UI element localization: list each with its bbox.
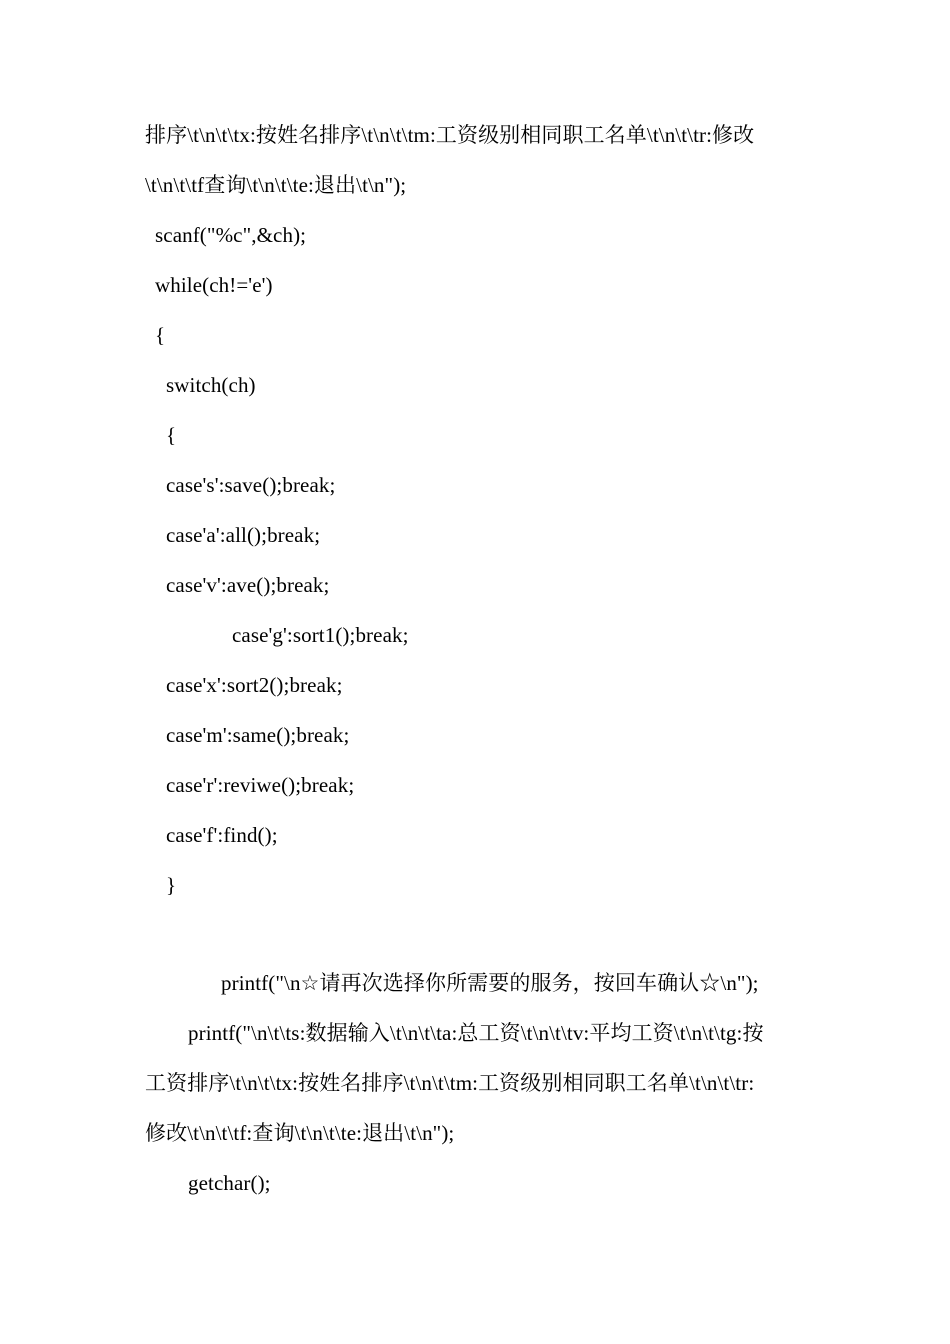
code-line-17: printf("\n☆请再次选择你所需要的服务，按回车确认☆\n"); [221, 971, 759, 995]
code-line-1: 排序\t\n\t\tx:按姓名排序\t\n\t\tm:工资级别相同职工名单\t\n\t\tr:修改 [145, 123, 755, 147]
code-line-16: } [166, 873, 177, 897]
code-line-20: 修改\t\n\t\tf:查询\t\n\t\te:退出\t\n"); [145, 1121, 455, 1145]
code-line-12: case'x':sort2();break; [166, 673, 343, 697]
code-line-7: { [166, 423, 177, 447]
code-line-21: getchar(); [188, 1171, 271, 1195]
code-line-13: case'm':same();break; [166, 723, 350, 747]
code-line-3: scanf("%c",&ch); [155, 223, 307, 247]
code-line-6: switch(ch) [166, 373, 256, 397]
code-line-8: case's':save();break; [166, 473, 336, 497]
code-line-9: case'a':all();break; [166, 523, 321, 547]
code-line-10: case'v':ave();break; [166, 573, 330, 597]
code-line-2: \t\n\t\tf查询\t\n\t\te:退出\t\n"); [145, 173, 407, 197]
code-line-15: case'f':find(); [166, 823, 278, 847]
code-line-5: { [155, 323, 166, 347]
code-line-14: case'r':reviwe();break; [166, 773, 355, 797]
code-line-11: case'g':sort1();break; [232, 623, 409, 647]
code-line-18: printf("\n\t\ts:数据输入\t\n\t\ta:总工资\t\n\t\tv:平均工资\t\n\t\tg:按 [188, 1021, 764, 1045]
code-line-4: while(ch!='e') [155, 273, 273, 297]
code-line-19: 工资排序\t\n\t\tx:按姓名排序\t\n\t\tm:工资级别相同职工名单\t\n\t\tr: [145, 1071, 755, 1095]
